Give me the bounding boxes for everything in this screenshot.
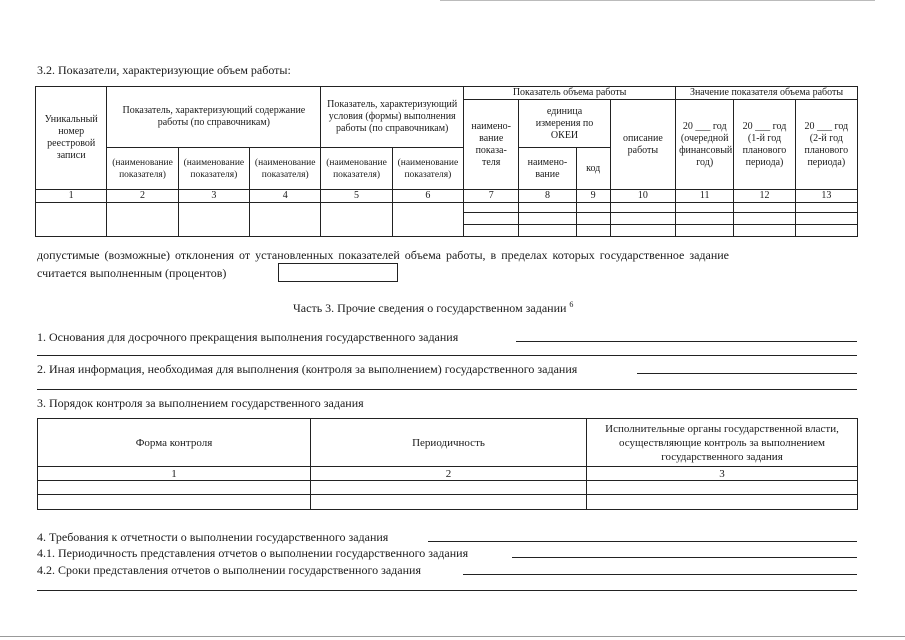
control-header-period: Периодичность — [311, 419, 587, 467]
item-3-label: 3. Порядок контроля за выполнением государственного задания — [37, 396, 364, 410]
col-number: 13 — [795, 190, 857, 203]
table-cell[interactable] — [464, 225, 519, 237]
control-table — [37, 418, 858, 510]
part3-title: Часть 3. Прочие сведения о государственном задании $^6$ — [293, 300, 574, 315]
col-number: 9 — [576, 190, 610, 203]
section-title-3-2: 3.2. Показатели, характеризующие объем работы: — [37, 63, 291, 77]
item-1-fill-line[interactable] — [516, 341, 857, 342]
header-volume-value: Значение показателя объема работы — [676, 87, 858, 100]
sub-name-4: (наименование показателя) — [321, 148, 392, 190]
col-number: 1 — [38, 467, 311, 481]
item-4-label: 4. Требования к отчетности о выполнении государственного задания — [37, 530, 389, 544]
col-number: 2 — [107, 190, 178, 203]
table-cell[interactable] — [676, 203, 734, 213]
bottom-scan-line — [0, 636, 905, 637]
header-conditions-indicator: Показатель, характеризующий условия (формы) выполнения работы (по справочникам) — [321, 87, 464, 148]
item-1-fill-line-2[interactable] — [37, 355, 857, 356]
table-cell[interactable] — [734, 203, 795, 213]
control-header-form: Форма контроля — [38, 419, 311, 467]
table-cell[interactable] — [610, 203, 675, 213]
col-number: 4 — [250, 190, 321, 203]
table-cell[interactable] — [321, 203, 392, 237]
item-1-label: 1. Основания для досрочного прекращения выполнения государственного задания — [37, 330, 459, 344]
header-content-indicator: Показатель, характеризующий содержание работы (по справочникам) — [107, 87, 321, 148]
col-number: 10 — [610, 190, 675, 203]
table-cell[interactable] — [676, 213, 734, 225]
table-cell[interactable] — [519, 213, 576, 225]
table-cell[interactable] — [464, 203, 519, 213]
col-number: 5 — [321, 190, 392, 203]
footnote-mark: 6 — [569, 300, 574, 309]
header-unit-code: код — [576, 148, 610, 190]
table-cell[interactable] — [576, 203, 610, 213]
table-cell[interactable] — [795, 225, 857, 237]
item-4-2-label: 4.2. Сроки представления отчетов о выполнении государственного задания — [37, 563, 421, 577]
deviation-text-cont: считается выполненным (процентов) — [37, 266, 227, 280]
table-cell[interactable] — [610, 213, 675, 225]
deviation-text: допустимые (возможные) отклонения от установленных показателей объема работы, в пределах которых государственное задание — [37, 248, 730, 262]
col-number: 7 — [464, 190, 519, 203]
table-cell[interactable] — [392, 203, 463, 237]
table-cell[interactable] — [576, 225, 610, 237]
table-cell[interactable] — [734, 213, 795, 225]
table-cell[interactable] — [519, 203, 576, 213]
item-4-1-label: 4.1. Периодичность представления отчетов о выполнении государственного задания — [37, 546, 469, 560]
table-cell[interactable] — [576, 213, 610, 225]
table-cell[interactable] — [795, 213, 857, 225]
header-year-1: 20 ___ год (очередной финансовый год) — [676, 100, 734, 190]
item-2-label: 2. Иная информация, необходимая для выполнения (контроля за выполнением) государственного задания — [37, 362, 578, 376]
col-number: 11 — [676, 190, 734, 203]
col-number: 3 — [178, 190, 249, 203]
col-number: 12 — [734, 190, 795, 203]
sub-name-3: (наименование показателя) — [250, 148, 321, 190]
sub-name-2: (наименование показателя) — [178, 148, 249, 190]
table-cell[interactable] — [464, 213, 519, 225]
volume-table — [35, 86, 858, 237]
col-number: 2 — [311, 467, 587, 481]
item-2-fill-line[interactable] — [637, 373, 857, 374]
col-number: 8 — [519, 190, 576, 203]
table-cell[interactable] — [676, 225, 734, 237]
table-cell[interactable] — [734, 225, 795, 237]
table-cell[interactable] — [250, 203, 321, 237]
table-cell[interactable] — [178, 203, 249, 237]
item-4-2-fill-line-2[interactable] — [37, 590, 857, 591]
deviation-percent-field[interactable] — [278, 263, 398, 282]
table-cell[interactable] — [36, 203, 107, 237]
col-number: 1 — [36, 190, 107, 203]
col-number: 6 — [392, 190, 463, 203]
header-year-3: 20 ___ год (2-й год планового периода) — [795, 100, 857, 190]
col-number: 3 — [587, 467, 858, 481]
control-header-authorities: Исполнительные органы государственной власти, осуществляющие контроль за выполнением государственного задания — [587, 419, 858, 467]
table-cell[interactable] — [38, 481, 311, 495]
table-cell[interactable] — [38, 495, 311, 510]
table-cell[interactable] — [587, 495, 858, 510]
table-cell[interactable] — [610, 225, 675, 237]
table-cell[interactable] — [107, 203, 178, 237]
header-description: описание работы — [610, 100, 675, 190]
header-unit-name: наимено-вание — [519, 148, 576, 190]
table-cell[interactable] — [587, 481, 858, 495]
header-volume-indicator: Показатель объема работы — [464, 87, 676, 100]
header-unique-number: Уникальный номер реестровой записи — [36, 87, 107, 190]
table-cell[interactable] — [311, 495, 587, 510]
top-scan-line — [440, 0, 875, 1]
item-4-1-fill-line[interactable] — [512, 557, 857, 558]
table-cell[interactable] — [311, 481, 587, 495]
item-4-fill-line[interactable] — [428, 541, 857, 542]
header-year-2: 20 ___ год (1-й год планового периода) — [734, 100, 795, 190]
table-cell[interactable] — [519, 225, 576, 237]
sub-name-5: (наименование показателя) — [392, 148, 463, 190]
header-indicator-name: наимено-вание показа-теля — [464, 100, 519, 190]
header-unit: единица измерения по ОКЕИ — [519, 100, 610, 148]
table-cell[interactable] — [795, 203, 857, 213]
sub-name-1: (наименование показателя) — [107, 148, 178, 190]
item-4-2-fill-line[interactable] — [463, 574, 857, 575]
item-2-fill-line-2[interactable] — [37, 389, 857, 390]
